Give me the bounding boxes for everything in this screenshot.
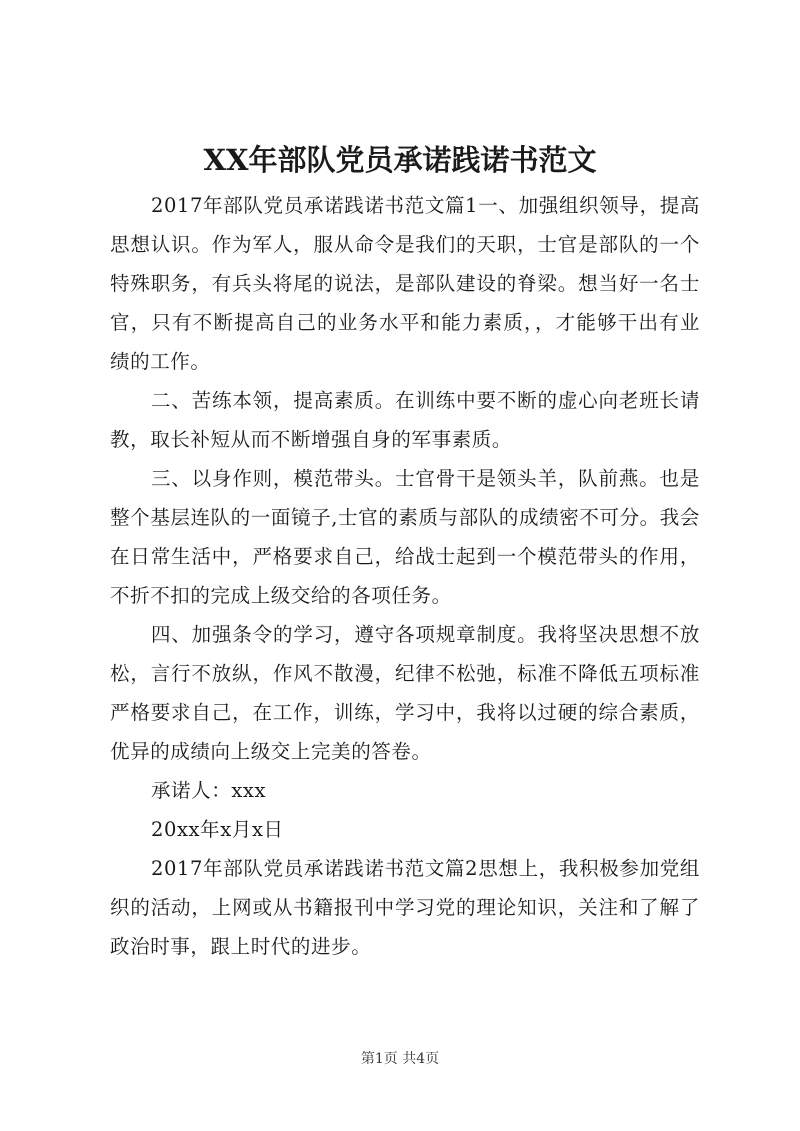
document-title: XX年部队党员承诺践诺书范文 <box>203 143 597 177</box>
paragraph-5: 2017年部队党员承诺践诺书范文篇2思想上，我积极参加党组织的活动，上网或从书籍报刊中学习党的理论知识，关注和了解了政治时事，跟上时代的进步。 <box>110 857 700 958</box>
paragraph-2: 二、苦练本领，提高素质。在训练中要不断的虚心向老班长请教，取长补短从而不断增强自身的军事素质。 <box>110 389 700 451</box>
page-footer: 第1页 共4页 <box>360 1051 440 1067</box>
document-body <box>110 186 700 966</box>
date-line: 20xx年x月x日 <box>150 818 284 841</box>
paragraph-1: 2017年部队党员承诺践诺书范文篇1一、加强组织领导，提高思想认识。作为军人，服从命令是我们的天职，士官是部队的一个特殊职务，有兵头将尾的说法，是部队建设的脊梁。想当好一名士官，只有不断提高自己的业务水平和能力素质，，才能够干出有业绩的工作。 <box>110 194 700 373</box>
paragraph-4: 四、加强条令的学习，遵守各项规章制度。我将坚决思想不放松，言行不放纵，作风不散漫，纪律不松弛，标准不降低五项标准严格要求自己，在工作，训练，学习中，我将以过硬的综合素质，优异的成绩向上级交上完美的答卷。 <box>110 623 700 763</box>
signatory-line: 承诺人：xxx <box>150 779 267 802</box>
paragraph-3: 三、以身作则，模范带头。士官骨干是领头羊，队前燕。也是整个基层连队的一面镜子,士官的素质与部队的成绩密不可分。我会在日常生活中，严格要求自己，给战士起到一个模范带头的作用，不折不扣的完成上级交给的各项任务。 <box>110 467 700 607</box>
